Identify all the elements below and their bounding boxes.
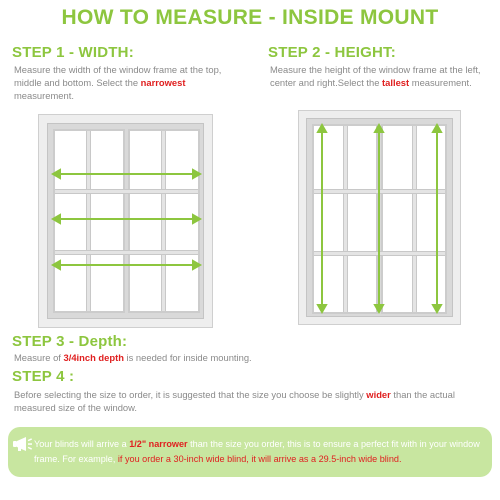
step2-highlight: tallest bbox=[382, 77, 410, 88]
banner-text bbox=[34, 437, 490, 467]
step3-text-a: Measure of bbox=[14, 352, 64, 363]
banner-highlight-c: if you order a 30-inch wide blind, it will arrive as a 29.5-inch wide blind. bbox=[117, 454, 402, 464]
step1-text-b: measurement. bbox=[14, 90, 74, 101]
step4-text bbox=[14, 388, 490, 414]
banner-highlight-b: narrower bbox=[146, 439, 188, 449]
window-height-illustration bbox=[298, 110, 461, 325]
step3-text bbox=[14, 351, 484, 364]
banner-text-a: Your blinds will arrive a bbox=[34, 439, 130, 449]
megaphone-icon bbox=[12, 436, 34, 452]
width-arrows bbox=[39, 115, 214, 329]
banner-text-b: than the size you order, this is to ensure a perfect fit with in your window frame. For example, bbox=[34, 439, 480, 464]
step4-highlight: wider bbox=[366, 389, 391, 400]
step2-text-b: measurement. bbox=[409, 77, 472, 88]
step4-heading: STEP 4 : bbox=[12, 368, 75, 385]
step4-text-b: than the actual measured size of the window. bbox=[14, 389, 455, 413]
step3-text-b: is needed for inside mounting. bbox=[123, 352, 252, 363]
step4-text-a: Before selecting the size to order, it is suggested that the size you choose be slightly bbox=[14, 389, 367, 400]
height-arrows bbox=[299, 111, 462, 326]
window-width-illustration bbox=[38, 114, 213, 328]
page-title: HOW TO MEASURE - INSIDE MOUNT bbox=[61, 6, 439, 29]
step3-highlight: 3/4inch depth bbox=[63, 352, 124, 363]
step2-text-a: Measure the height of the window frame at the left, center and right.Select the bbox=[270, 64, 481, 88]
step3-heading: STEP 3 - Depth: bbox=[12, 333, 128, 350]
step1-heading: STEP 1 - WIDTH: bbox=[12, 44, 134, 61]
step1-text bbox=[14, 63, 244, 102]
step1-highlight: narrowest bbox=[140, 77, 186, 88]
step2-heading: STEP 2 - HEIGHT: bbox=[268, 44, 396, 61]
step1-text-a: Measure the width of the window frame at the top, middle and bottom. Select the bbox=[14, 64, 222, 88]
step2-text bbox=[270, 63, 496, 89]
banner-highlight-a: 1/2" bbox=[129, 439, 147, 449]
